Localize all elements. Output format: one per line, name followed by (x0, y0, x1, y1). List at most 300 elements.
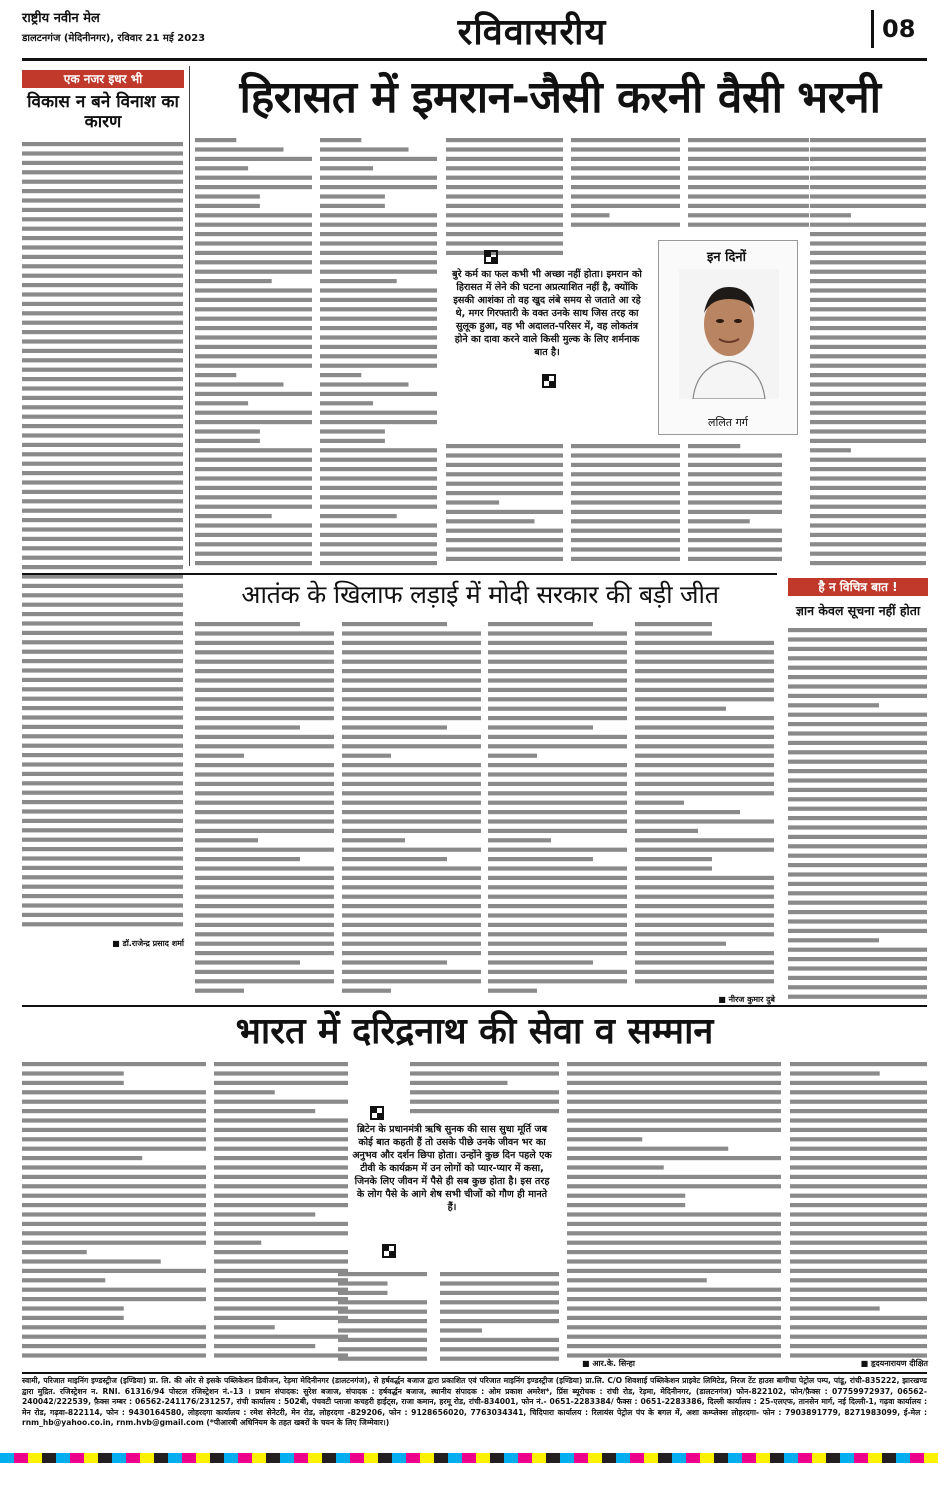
text-line (788, 713, 927, 717)
color-swatch (252, 1453, 266, 1463)
text-line (22, 490, 183, 494)
text-line (214, 1344, 315, 1348)
text-line (571, 463, 680, 467)
sidebar-headline: विकास न बने विनाश का कारण (27, 92, 179, 132)
text-line (320, 298, 437, 302)
text-line (635, 932, 774, 936)
text-line (22, 1250, 87, 1254)
text-line (790, 1100, 927, 1104)
text-line (446, 194, 563, 198)
text-line (810, 476, 926, 480)
text-line (338, 1338, 427, 1342)
text-line (446, 510, 563, 514)
text-line (571, 194, 680, 198)
text-line (488, 622, 593, 626)
text-line (788, 666, 927, 670)
text-line (195, 895, 334, 899)
text-line (446, 185, 563, 189)
text-line (790, 1128, 927, 1132)
text-line (320, 185, 437, 189)
text-line (571, 223, 680, 227)
text-line (810, 448, 851, 452)
text-line (790, 1194, 927, 1198)
pullquote-marker-icon (370, 1106, 384, 1120)
text-line (810, 288, 926, 292)
color-swatch (140, 1453, 154, 1463)
text-line (488, 744, 627, 748)
text-line (22, 1165, 206, 1169)
text-line (195, 232, 312, 236)
text-line (214, 1203, 348, 1207)
text-line (810, 364, 926, 368)
text-line (320, 317, 437, 321)
text-line (320, 505, 437, 509)
text-line (22, 593, 183, 597)
text-line (790, 1109, 927, 1113)
text-line (195, 458, 312, 462)
text-line (342, 810, 481, 814)
text-line (571, 185, 680, 189)
text-line (338, 1347, 427, 1351)
text-line (195, 782, 334, 786)
text-line (22, 734, 183, 738)
text-line (571, 557, 680, 561)
lead-body-col-4b (571, 440, 681, 566)
author-photo (679, 269, 779, 399)
text-line (567, 1344, 781, 1348)
text-line (320, 270, 437, 274)
text-line (320, 401, 373, 405)
text-line (788, 637, 927, 641)
color-swatch (518, 1453, 532, 1463)
text-line (571, 213, 610, 217)
third-body-col-5 (790, 1058, 928, 1358)
text-line (342, 716, 481, 720)
text-line (567, 1335, 781, 1339)
color-swatch (378, 1453, 392, 1463)
color-swatch (602, 1453, 616, 1463)
text-line (810, 495, 926, 499)
text-line (810, 561, 926, 565)
text-line (567, 1353, 781, 1357)
text-line (635, 772, 774, 776)
text-line (790, 1137, 927, 1141)
text-line (446, 538, 563, 542)
text-line (790, 1241, 927, 1245)
text-line (810, 486, 926, 490)
text-line (488, 641, 627, 645)
text-line (790, 1147, 927, 1151)
text-line (195, 213, 312, 217)
text-line (567, 1147, 728, 1151)
text-line (342, 932, 481, 936)
text-line (22, 1212, 206, 1216)
text-line (810, 270, 926, 274)
second-body-col-1 (195, 618, 335, 998)
text-line (22, 762, 183, 766)
text-line (688, 194, 809, 198)
text-line (195, 688, 334, 692)
text-line (22, 603, 183, 607)
text-line (22, 1090, 206, 1094)
color-swatch (910, 1453, 924, 1463)
text-line (788, 966, 927, 970)
text-line (567, 1118, 781, 1122)
color-swatch (924, 1453, 938, 1463)
text-line (342, 960, 447, 964)
text-line (22, 659, 183, 663)
text-line (195, 420, 312, 424)
text-line (320, 486, 437, 490)
text-line (320, 335, 437, 339)
third-body-col-3a (410, 1058, 560, 1120)
text-line (22, 847, 183, 851)
text-line (214, 1081, 348, 1085)
text-line (195, 716, 334, 720)
text-line (22, 565, 183, 569)
text-line (688, 213, 809, 217)
color-swatch (28, 1453, 42, 1463)
text-line (338, 1310, 427, 1314)
text-line (788, 901, 927, 905)
text-line (214, 1278, 348, 1282)
text-line (440, 1310, 559, 1314)
text-line (790, 1344, 927, 1348)
text-line (22, 819, 183, 823)
color-swatch (308, 1453, 322, 1463)
text-line (342, 857, 447, 861)
text-line (22, 217, 183, 221)
text-line (571, 204, 680, 208)
color-swatch (210, 1453, 224, 1463)
text-line (635, 791, 774, 795)
text-line (635, 716, 774, 720)
text-line (22, 499, 183, 503)
text-line (320, 439, 385, 443)
color-swatch (490, 1453, 504, 1463)
text-line (488, 763, 627, 767)
text-line (567, 1071, 781, 1075)
text-line (214, 1165, 348, 1169)
text-line (688, 557, 782, 561)
text-line (488, 829, 627, 833)
text-line (22, 208, 183, 212)
text-line (214, 1109, 315, 1113)
text-line (22, 358, 183, 362)
text-line (320, 542, 437, 546)
text-line (788, 684, 927, 688)
text-line (788, 703, 879, 707)
color-swatch (112, 1453, 126, 1463)
third-byline-right: ■ हृदयनारायण दीक्षित (860, 1359, 928, 1368)
text-line (22, 161, 183, 165)
text-line (320, 326, 437, 330)
text-line (214, 1288, 348, 1292)
text-line (571, 491, 680, 495)
text-line (195, 631, 334, 635)
text-line (571, 538, 680, 542)
text-line (488, 885, 627, 889)
text-line (810, 279, 926, 283)
text-line (22, 903, 183, 907)
text-line (320, 364, 437, 368)
text-line (790, 1156, 927, 1160)
lead-body-col-3b (446, 440, 564, 566)
text-line (788, 741, 927, 745)
text-line (635, 631, 712, 635)
text-line (810, 298, 926, 302)
text-line (214, 1184, 348, 1188)
text-line (214, 1100, 348, 1104)
text-line (320, 467, 437, 471)
text-line (195, 505, 312, 509)
text-line (22, 1147, 206, 1151)
text-line (342, 735, 481, 739)
text-line (22, 1278, 105, 1282)
text-line (446, 491, 563, 495)
text-line (195, 923, 334, 927)
text-line (788, 957, 927, 961)
color-swatch (560, 1453, 574, 1463)
text-line (342, 678, 481, 682)
text-line (810, 429, 926, 433)
color-swatch (616, 1453, 630, 1463)
text-line (22, 922, 183, 926)
text-line (488, 904, 627, 908)
text-line (635, 970, 774, 974)
text-line (410, 1109, 559, 1113)
text-line (446, 204, 563, 208)
text-line (22, 227, 183, 231)
text-line (635, 829, 698, 833)
text-line (195, 354, 312, 358)
text-line (446, 453, 563, 457)
text-line (790, 1353, 927, 1357)
lead-body-col-3a (446, 134, 564, 259)
text-line (410, 1100, 559, 1104)
author-name: ललित गर्ग (708, 416, 748, 429)
color-swatch (756, 1453, 770, 1463)
second-body-col-2 (342, 618, 482, 998)
second-headline: आतंक के खिलाफ लड़ाई में मोदी सरकार की बड़ी जीत (241, 580, 719, 609)
text-line (788, 891, 927, 895)
color-swatch (392, 1453, 406, 1463)
text-line (788, 882, 927, 886)
text-line (338, 1319, 427, 1323)
text-line (320, 495, 437, 499)
text-line (567, 1062, 781, 1066)
text-line (635, 744, 774, 748)
third-body-col-2b (338, 1268, 428, 1363)
color-swatch (294, 1453, 308, 1463)
text-line (342, 688, 481, 692)
text-line (22, 1100, 206, 1104)
text-line (446, 176, 563, 180)
text-line (22, 791, 183, 795)
text-line (195, 411, 312, 415)
text-line (810, 382, 926, 386)
text-line (567, 1222, 781, 1226)
text-line (195, 819, 334, 823)
text-line (635, 904, 774, 908)
text-line (635, 641, 774, 645)
text-line (810, 147, 926, 151)
text-line (488, 650, 627, 654)
text-line (571, 157, 680, 161)
text-line (790, 1090, 927, 1094)
text-line (688, 204, 809, 208)
text-line (810, 505, 926, 509)
text-line (22, 668, 183, 672)
text-line (342, 782, 481, 786)
text-line (488, 660, 627, 664)
color-swatch (0, 1453, 14, 1463)
text-line (635, 660, 774, 664)
text-line (22, 1269, 206, 1273)
text-line (567, 1090, 781, 1094)
lead-body-col-4a (571, 134, 681, 234)
text-line (567, 1269, 781, 1273)
text-line (488, 735, 627, 739)
text-line (410, 1090, 559, 1094)
text-line (195, 970, 334, 974)
text-line (214, 1297, 348, 1301)
author-photo-box (658, 240, 798, 435)
text-line (688, 519, 750, 523)
text-line (410, 1071, 559, 1075)
text-line (571, 453, 680, 457)
text-line (688, 157, 809, 161)
text-line (195, 904, 334, 908)
text-line (635, 951, 774, 955)
text-line (342, 895, 481, 899)
text-line (810, 241, 926, 245)
color-swatch (434, 1453, 448, 1463)
text-line (342, 650, 481, 654)
text-line (446, 529, 563, 533)
text-line (342, 754, 391, 758)
color-swatch (868, 1453, 882, 1463)
text-line (22, 744, 183, 748)
text-line (320, 241, 437, 245)
text-line (22, 462, 183, 466)
text-line (22, 527, 183, 531)
text-line (635, 895, 774, 899)
text-line (788, 731, 927, 735)
text-line (22, 443, 183, 447)
text-line (567, 1250, 781, 1254)
text-line (195, 533, 312, 537)
text-line (688, 185, 809, 189)
text-line (195, 622, 300, 626)
text-line (195, 429, 260, 433)
text-line (342, 791, 481, 795)
text-line (635, 782, 774, 786)
text-line (195, 960, 300, 964)
text-line (320, 392, 437, 396)
text-line (635, 622, 712, 626)
text-line (195, 166, 248, 170)
text-line (22, 180, 183, 184)
text-line (320, 147, 409, 151)
text-line (488, 707, 627, 711)
text-line (688, 453, 782, 457)
text-line (488, 716, 627, 720)
text-line (688, 491, 782, 495)
color-swatch (462, 1453, 476, 1463)
text-line (571, 500, 680, 504)
text-line (342, 763, 481, 767)
text-line (22, 584, 183, 588)
text-line (22, 302, 183, 306)
text-line (195, 951, 334, 955)
text-line (488, 772, 627, 776)
text-line (22, 1184, 206, 1188)
text-line (446, 251, 563, 255)
text-line (195, 552, 312, 556)
text-line (810, 523, 926, 527)
text-line (22, 800, 183, 804)
text-line (22, 1071, 124, 1075)
text-line (810, 392, 926, 396)
text-line (790, 1335, 927, 1339)
text-line (342, 669, 481, 673)
text-line (22, 349, 183, 353)
color-swatch (854, 1453, 868, 1463)
text-line (635, 960, 774, 964)
text-line (195, 448, 312, 452)
text-line (488, 631, 627, 635)
text-line (195, 382, 284, 386)
color-swatch (182, 1453, 196, 1463)
color-swatch (98, 1453, 112, 1463)
pullquote-marker-icon (484, 250, 498, 264)
color-swatch (700, 1453, 714, 1463)
text-line (810, 401, 926, 405)
text-line (338, 1328, 427, 1332)
color-swatch (364, 1453, 378, 1463)
text-line (790, 1269, 927, 1273)
text-line (342, 697, 481, 701)
text-line (195, 772, 334, 776)
text-line (571, 138, 680, 142)
text-line (790, 1212, 927, 1216)
text-line (214, 1062, 348, 1066)
color-swatch (168, 1453, 182, 1463)
text-line (440, 1272, 559, 1276)
text-line (342, 951, 481, 955)
text-line (635, 650, 774, 654)
text-line (214, 1147, 348, 1151)
column-divider (189, 66, 190, 566)
text-line (195, 392, 312, 396)
text-line (567, 1316, 781, 1320)
text-line (22, 1306, 124, 1310)
text-line (688, 147, 809, 151)
text-line (22, 913, 183, 917)
text-line (22, 537, 183, 541)
text-line (788, 825, 927, 829)
text-line (320, 166, 373, 170)
text-line (567, 1165, 664, 1169)
text-line (567, 1194, 685, 1198)
text-line (22, 377, 183, 381)
text-line (567, 1212, 781, 1216)
text-line (195, 754, 244, 758)
text-line (446, 472, 563, 476)
color-swatch (812, 1453, 826, 1463)
text-line (342, 876, 481, 880)
